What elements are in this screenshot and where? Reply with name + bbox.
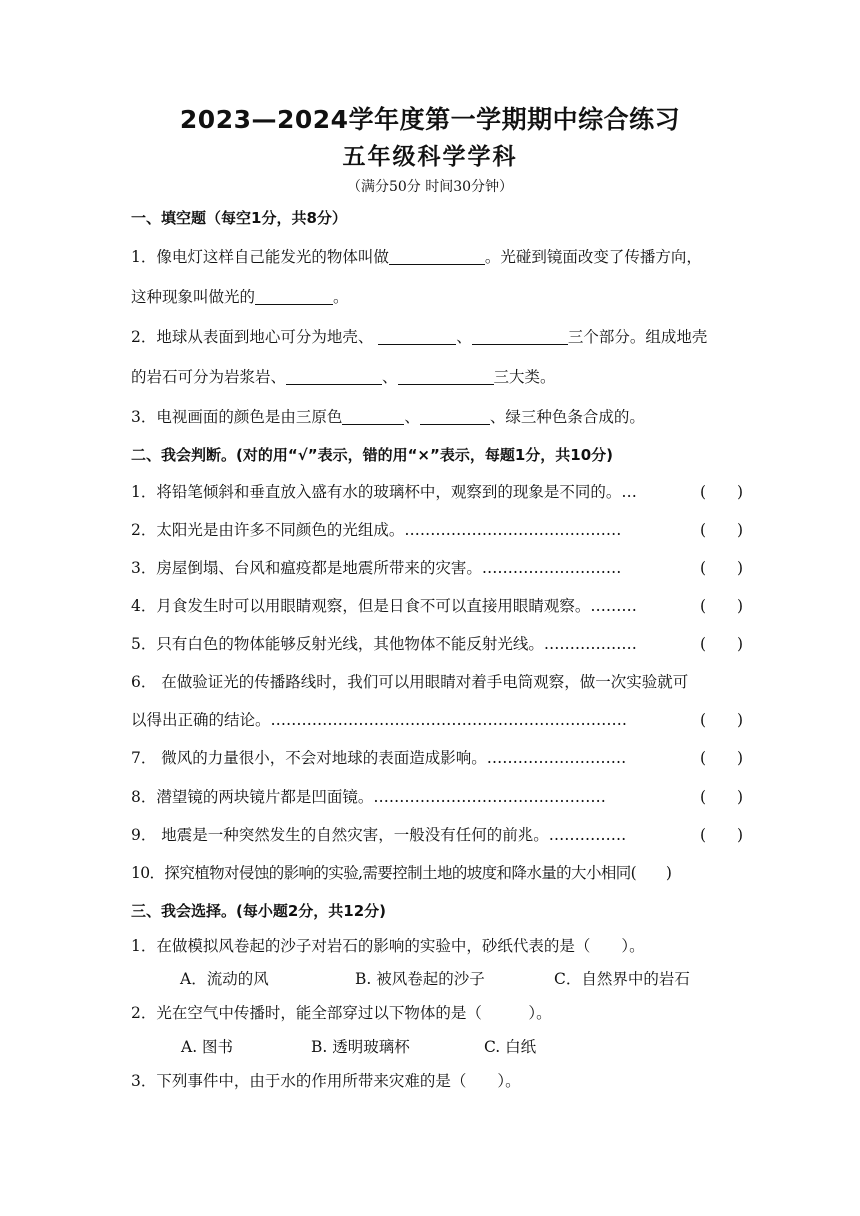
s1-q2-line1 — [131, 326, 707, 348]
s1-q3 — [131, 406, 645, 428]
answer-blank[interactable] — [472, 328, 568, 345]
section1-heading: 一、填空题（每空1分，共8分） — [131, 209, 347, 227]
s3-q1: 1．在做模拟风卷起的沙子对岩石的影响的实验中，砂纸代表的是（ ）。 — [131, 937, 645, 955]
s1-q2-line2 — [131, 366, 556, 388]
s2-item-9: 9． 地震是一种突然发生的自然灾害，一般没有任何的前兆。…………… — [131, 826, 627, 844]
s2-item-3: 3．房屋倒塌、台风和瘟疫都是地震所带来的灾害。……………………… — [131, 559, 622, 577]
answer-blank[interactable] — [420, 408, 490, 425]
s2-item-6-line1: 6． 在做验证光的传播路线时，我们可以用眼睛对着手电筒观察，做一次实验就可 — [131, 673, 689, 691]
s1-q3-text-b: 、 — [404, 408, 420, 426]
s1-q1-text-b: 。光碰到镜面改变了传播方向， — [484, 248, 702, 266]
section2-heading: 二、我会判断。(对的用“√”表示，错的用“×”表示，每题1分，共10分) — [131, 446, 614, 464]
s1-q2-text-b: 、 — [456, 328, 472, 346]
answer-blank[interactable] — [398, 368, 494, 385]
answer-paren[interactable]: ( ) — [700, 711, 744, 729]
answer-paren[interactable]: ( ) — [700, 749, 744, 767]
s1-q3-text-a: 3．电视画面的颜色是由三原色 — [131, 408, 343, 426]
s3-q1-option-c[interactable]: C．自然界中的岩石 — [554, 970, 690, 988]
s3-q2-option-a[interactable]: A. 图书 — [181, 1038, 234, 1056]
section3-heading: 三、我会选择。(每小题2分，共12分) — [131, 902, 387, 920]
exam-note: （满分50分 时间30分钟） — [346, 179, 514, 195]
s3-q1-option-a[interactable]: A．流动的风 — [180, 970, 269, 988]
s3-q3: 3．下列事件中，由于水的作用所带来灾难的是（ ）。 — [131, 1072, 521, 1090]
s3-q1-option-b[interactable]: B. 被风卷起的沙子 — [355, 970, 485, 988]
answer-paren[interactable]: ( ) — [700, 521, 744, 539]
exam-title: 2023—2024学年度第一学期期中综合练习 — [179, 105, 681, 134]
s2-item-6-line2: 以得出正确的结论。…………………………………………………………… — [131, 711, 628, 729]
answer-paren[interactable]: ( ) — [700, 597, 744, 615]
s1-q2-text-e: 、 — [382, 368, 398, 386]
answer-paren[interactable]: ( ) — [700, 635, 744, 653]
s1-q1-text-d: 。 — [333, 288, 349, 306]
s2-item-8: 8．潜望镜的两块镜片都是凹面镜。……………………………………… — [131, 788, 606, 806]
answer-paren[interactable]: ( ) — [700, 559, 744, 577]
s2-item-2: 2．太阳光是由许多不同颜色的光组成。…………………………………… — [131, 521, 622, 539]
answer-paren[interactable]: ( ) — [700, 483, 744, 501]
s1-q2-text-d: 的岩石可分为岩浆岩、 — [131, 368, 287, 386]
s3-q2-option-c[interactable]: C. 白纸 — [484, 1038, 537, 1056]
s2-item-1: 1．将铅笔倾斜和垂直放入盛有水的玻璃杯中，观察到的现象是不同的。… — [131, 483, 637, 501]
s2-item-4: 4．月食发生时可以用眼睛观察，但是日食不可以直接用眼睛观察。……… — [131, 597, 637, 615]
answer-blank[interactable] — [342, 408, 404, 425]
s2-item-7: 7． 微风的力量很小，不会对地球的表面造成影响。……………………… — [131, 749, 627, 767]
s1-q2-text-a: 2．地球从表面到地心可分为地壳、 — [131, 328, 379, 346]
s1-q2-text-f: 三大类。 — [493, 368, 556, 386]
s1-q1-line1 — [131, 246, 702, 268]
s2-item-10: 10．探究植物对侵蚀的影响的实验,需要控制土地的坡度和降水量的大小相同( ) — [131, 864, 672, 882]
answer-blank[interactable] — [286, 368, 382, 385]
exam-subtitle: 五年级科学学科 — [342, 143, 518, 170]
s1-q1-line2 — [131, 286, 349, 308]
answer-blank[interactable] — [255, 288, 333, 305]
s3-q2: 2．光在空气中传播时，能全部穿过以下物体的是（ ）。 — [131, 1004, 552, 1022]
s1-q1-text-a: 1．像电灯这样自己能发光的物体叫做 — [131, 248, 389, 266]
s1-q2-text-c: 三个部分。组成地壳 — [567, 328, 708, 346]
s1-q3-text-c: 、绿三种色条合成的。 — [489, 408, 645, 426]
s1-q1-text-c: 这种现象叫做光的 — [131, 288, 256, 306]
answer-paren[interactable]: ( ) — [700, 826, 744, 844]
answer-paren[interactable]: ( ) — [700, 788, 744, 806]
answer-blank[interactable] — [389, 248, 485, 265]
s3-q2-option-b[interactable]: B. 透明玻璃杯 — [311, 1038, 410, 1056]
answer-blank[interactable] — [378, 328, 456, 345]
s2-item-5: 5．只有白色的物体能够反射光线，其他物体不能反射光线。……………… — [131, 635, 637, 653]
